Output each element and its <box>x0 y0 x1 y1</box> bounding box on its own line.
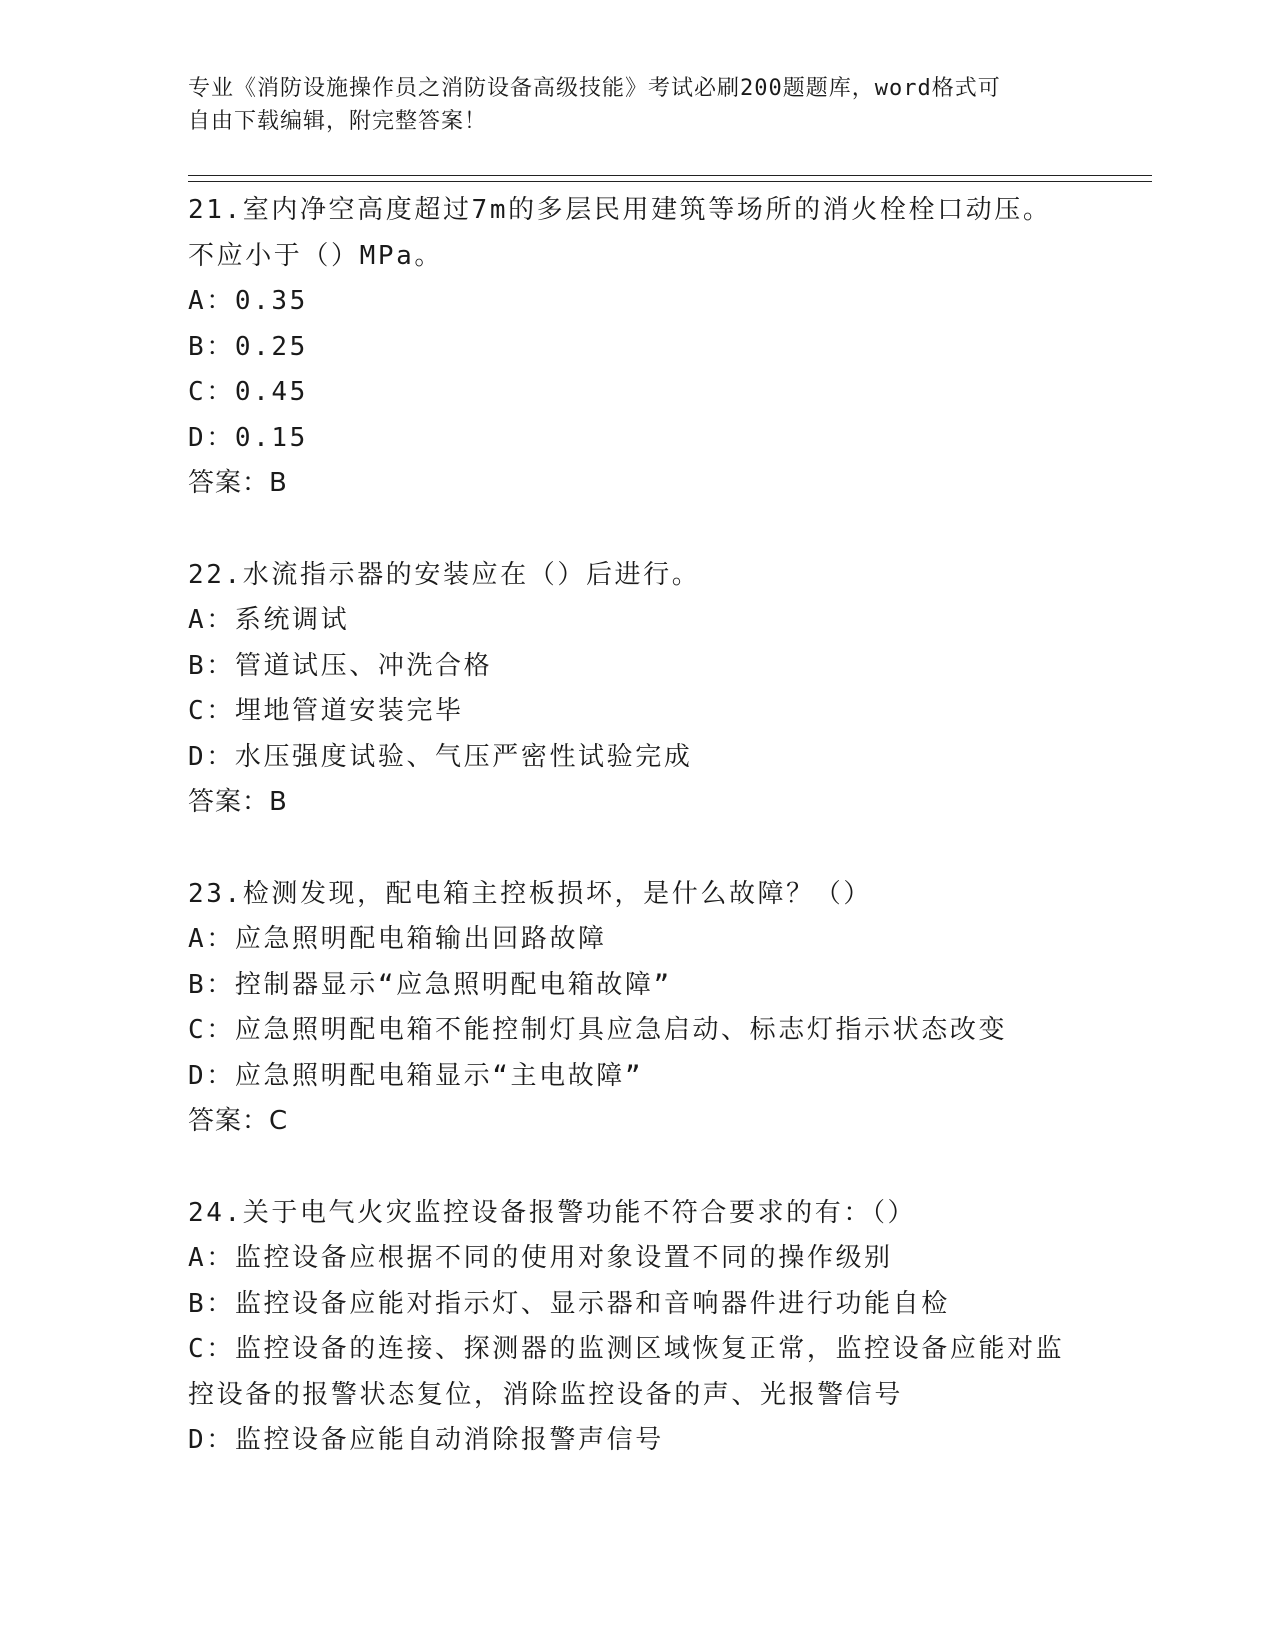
option-c: C：监控设备的连接、探测器的监测区域恢复正常，监控设备应能对监 <box>188 1334 1065 1364</box>
answer-line: 答案：C <box>188 1106 289 1136</box>
option-c-continued: 控设备的报警状态复位，消除监控设备的声、光报警信号 <box>188 1379 904 1410</box>
question-list <box>188 188 1088 1510</box>
option-a: A：系统调试 <box>188 605 350 635</box>
question-23 <box>188 872 1088 1145</box>
question-stem-continued: 不应小于（）MPa。 <box>188 240 443 271</box>
option-b: B：监控设备应能对指示灯、显示器和音响器件进行功能自检 <box>188 1288 950 1319</box>
option-d: D：水压强度试验、气压严密性试验完成 <box>188 741 693 772</box>
option-c: C：埋地管道安装完毕 <box>188 696 464 726</box>
answer-line: 答案：B <box>188 787 288 817</box>
question-stem: 23.检测发现，配电箱主控板损坏，是什么故障？（） <box>188 878 872 909</box>
header-divider-bottom <box>188 181 1152 182</box>
question-22 <box>188 553 1088 826</box>
question-stem: 21.室内净空高度超过7m的多层民用建筑等场所的消火栓栓口动压。 <box>188 195 1052 225</box>
question-stem: 22.水流指示器的安装应在（）后进行。 <box>188 559 701 590</box>
option-a: A：监控设备应根据不同的使用对象设置不同的操作级别 <box>188 1243 893 1273</box>
option-d: D：监控设备应能自动消除报警声信号 <box>188 1425 664 1455</box>
question-24 <box>188 1191 1088 1464</box>
option-b: B：控制器显示“应急照明配电箱故障” <box>188 969 672 1000</box>
document-header <box>188 72 1088 138</box>
option-a: A：应急照明配电箱输出回路故障 <box>188 924 607 954</box>
option-c: C：0.45 <box>188 377 308 407</box>
option-b: B：管道试压、冲洗合格 <box>188 650 493 681</box>
option-c: C：应急照明配电箱不能控制灯具应急启动、标志灯指示状态改变 <box>188 1015 1008 1045</box>
question-stem: 24.关于电气火灾监控设备报警功能不符合要求的有：（） <box>188 1197 917 1228</box>
option-d: D：应急照明配电箱显示“主电故障” <box>188 1060 644 1091</box>
header-line-1: 专业《消防设施操作员之消防设备高级技能》考试必刷200题题库，word格式可 <box>188 76 1001 101</box>
header-divider-top <box>188 175 1152 176</box>
question-21 <box>188 188 1088 507</box>
option-b: B：0.25 <box>188 331 308 362</box>
header-line-2: 自由下载编辑，附完整答案！ <box>188 109 488 134</box>
option-a: A：0.35 <box>188 286 308 316</box>
option-d: D：0.15 <box>188 422 308 453</box>
answer-line: 答案：B <box>188 468 288 498</box>
